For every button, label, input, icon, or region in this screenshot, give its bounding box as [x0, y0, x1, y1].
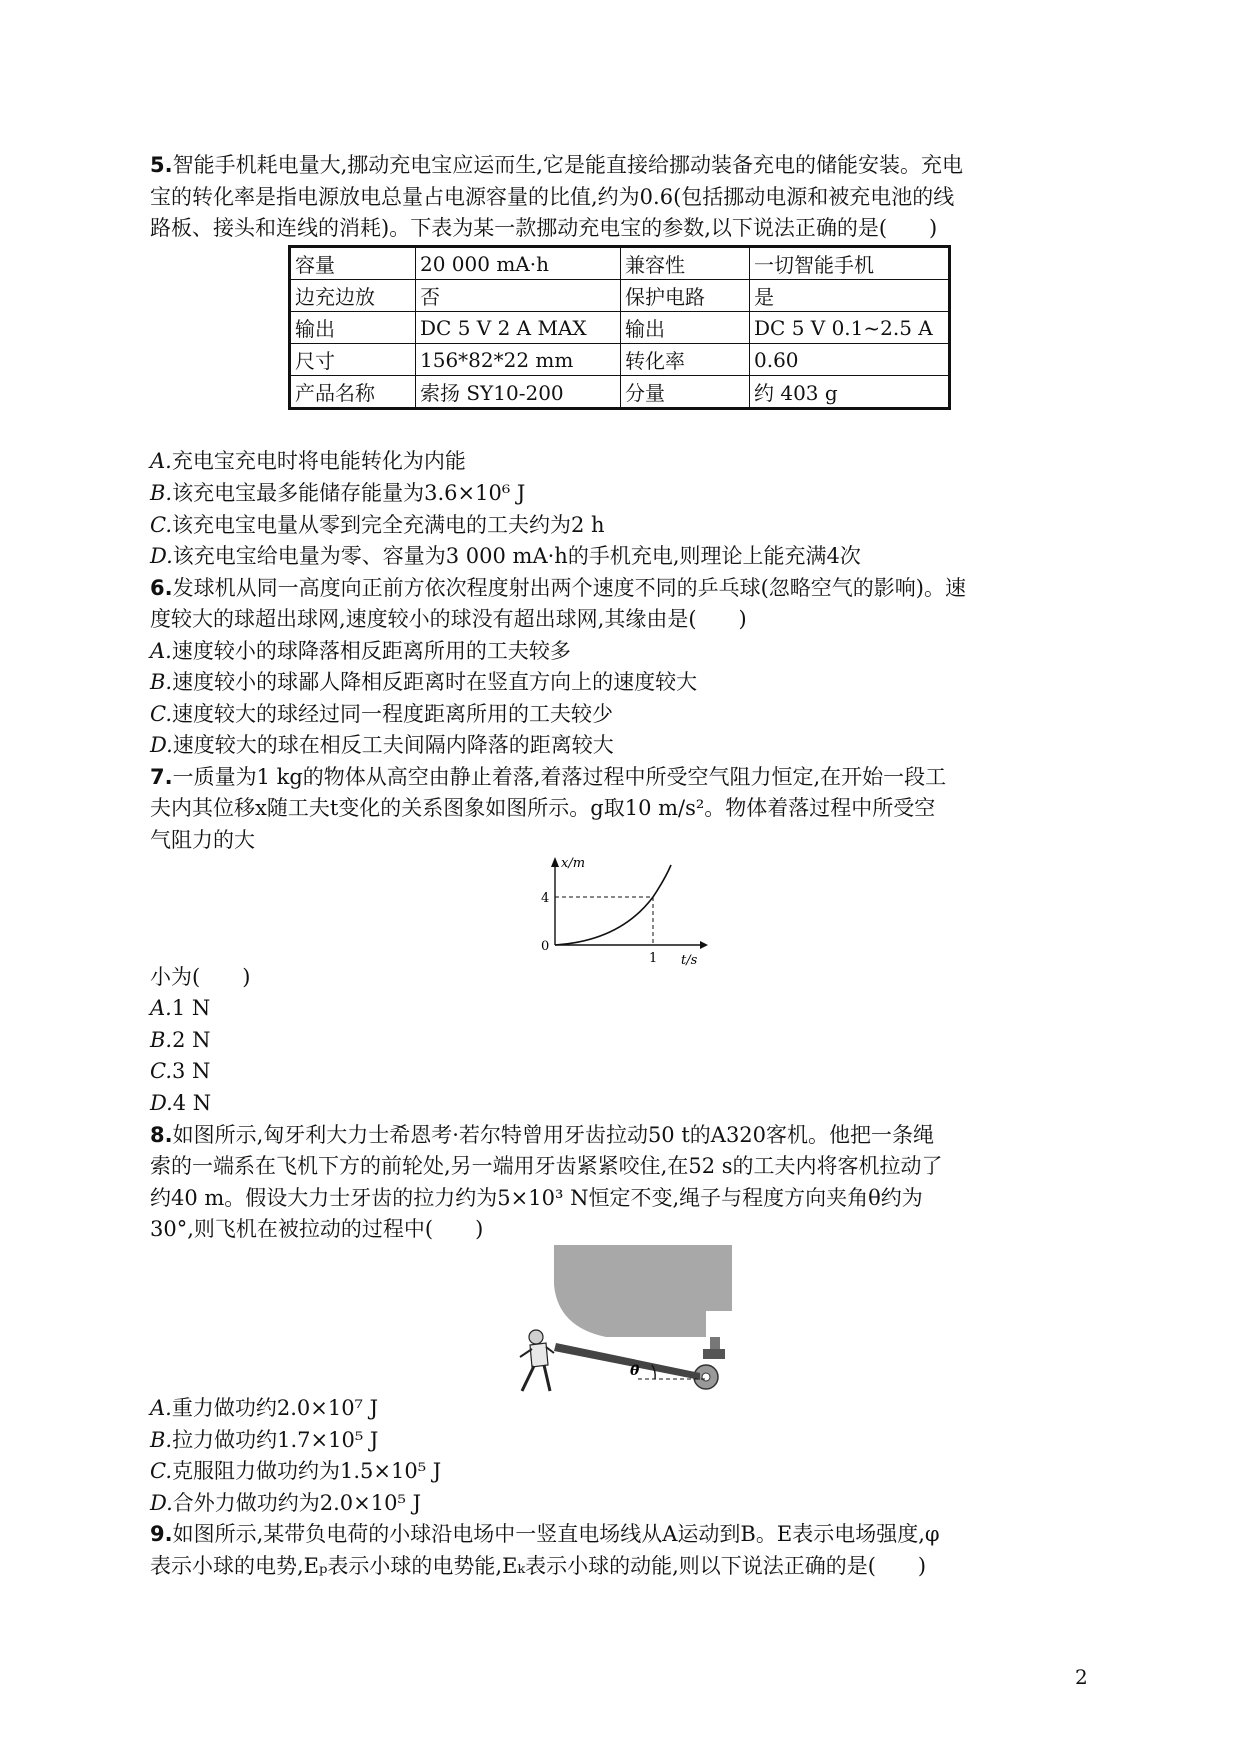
q5-option-c: C.该充电宝电量从零到完全充满电的工夫约为2 h — [150, 513, 605, 537]
q9-number: 9. — [150, 1522, 173, 1546]
q8-option-c: C.克服阻力做功约为1.5×10⁵ J — [150, 1459, 442, 1483]
airplane-fuselage — [554, 1245, 732, 1337]
displacement-curve — [555, 865, 671, 945]
q8-line-3: 约40 m。假设大力士牙齿的拉力约为5×10³ N恒定不变,绳子与程度方向夹角θ约为 — [150, 1186, 923, 1210]
q5-option-a: A.充电宝充电时将电能转化为内能 — [150, 449, 466, 473]
q8-line-2: 索的一端系在飞机下方的前轮处,另一端用牙齿紧紧咬住,在52 s的工夫内将客机拉动了 — [150, 1154, 943, 1178]
q5-line-3: 路板、接头和连线的消耗)。下表为某一款挪动充电宝的参数,以下说法正确的是( ) — [150, 216, 938, 240]
q7-line-3: 气阻力的大 — [150, 828, 255, 852]
airplane-pull-figure — [510, 1245, 735, 1395]
table-cell: 容量 — [290, 247, 416, 280]
q8-option-d: D.合外力做功约为2.0×10⁵ J — [150, 1491, 421, 1515]
wheel-hub — [702, 1373, 710, 1381]
q6-line-2: 度较大的球超出球网,速度较小的球没有超出球网,其缘由是( ) — [150, 607, 747, 631]
strongman-head — [529, 1330, 543, 1344]
table-row — [290, 247, 950, 280]
theta-label: θ — [630, 1363, 640, 1379]
q7-stem-end: 小为( ) — [150, 965, 251, 989]
table-cell: 分量 — [621, 376, 750, 409]
strongman-legs — [522, 1365, 550, 1391]
table-cell: 产品名称 — [290, 376, 416, 409]
tow-rope — [554, 1343, 700, 1380]
q6-option-c: C.速度较大的球经过同一程度距离所用的工夫较少 — [150, 702, 613, 726]
table-cell: DC 5 V 0.1~2.5 A — [750, 312, 950, 344]
x-t-graph — [525, 853, 710, 968]
x-axis-arrow — [700, 941, 708, 949]
origin-label: 0 — [541, 939, 550, 954]
table-cell: 转化率 — [621, 344, 750, 376]
q7-option-d: D.4 N — [150, 1091, 212, 1115]
table-cell: 输出 — [621, 312, 750, 344]
q6-option-d: D.速度较大的球在相反工夫间隔内降落的距离较大 — [150, 733, 614, 757]
table-cell: 兼容性 — [621, 247, 750, 280]
q6-option-b: B.速度较小的球鄙人降相反距离时在竖直方向上的速度较大 — [150, 670, 698, 694]
table-cell: 是 — [750, 280, 950, 312]
q8-option-a: A.重力做功约2.0×10⁷ J — [150, 1396, 379, 1420]
y-axis-arrow — [551, 857, 559, 867]
table-row — [290, 312, 950, 344]
table-cell: 0.60 — [750, 344, 950, 376]
q8-line-4: 30°,则飞机在被拉动的过程中( ) — [150, 1217, 484, 1241]
strongman-torso — [530, 1343, 548, 1367]
q7-line-1: 7.一质量为1 kg的物体从高空由静止着落,着落过程中所受空气阻力恒定,在开始一段工 — [150, 765, 947, 789]
q7-option-a: A.1 N — [150, 996, 211, 1020]
table-row — [290, 376, 950, 409]
table-cell: DC 5 V 2 A MAX — [416, 312, 621, 344]
q7-line-2: 夫内其位移x随工夫t变化的关系图象如图所示。g取10 m/s²。物体着落过程中所受空 — [150, 796, 936, 820]
q7-option-b: B.2 N — [150, 1028, 211, 1052]
table-cell: 约 403 g — [750, 376, 950, 409]
table-cell: 否 — [416, 280, 621, 312]
table-cell: 20 000 mA·h — [416, 247, 621, 280]
q9-line-1: 9.如图所示,某带负电荷的小球沿电场中一竖直电场线从A运动到B。E表示电场强度,φ — [150, 1522, 940, 1546]
table-cell: 保护电路 — [621, 280, 750, 312]
table-row — [290, 344, 950, 376]
x-tick-label: 1 — [649, 951, 658, 966]
landing-gear-joint — [703, 1349, 725, 1359]
table-cell: 输出 — [290, 312, 416, 344]
y-axis-label: x/m — [561, 856, 586, 871]
q8-number: 8. — [150, 1123, 173, 1147]
x-axis-label: t/s — [681, 953, 698, 968]
table-cell: 索扬 SY10-200 — [416, 376, 621, 409]
spec-table — [288, 245, 951, 410]
q5-option-b: B.该充电宝最多能储存能量为3.6×10⁶ J — [150, 481, 526, 505]
y-tick-label: 4 — [541, 891, 550, 906]
q6-option-a: A.速度较小的球降落相反距离所用的工夫较多 — [150, 639, 571, 663]
q5-line-2: 宝的转化率是指电源放电总量占电源容量的比值,约为0.6(包括挪动电源和被充电池的线 — [150, 185, 955, 209]
table-cell: 边充边放 — [290, 280, 416, 312]
q7-number: 7. — [150, 765, 173, 789]
q8-option-b: B.拉力做功约1.7×10⁵ J — [150, 1428, 379, 1452]
q7-option-c: C.3 N — [150, 1059, 211, 1083]
q6-line-1: 6.发球机从同一高度向正前方依次程度射出两个速度不同的乒乓球(忽略空气的影响)。速 — [150, 576, 966, 600]
table-cell: 一切智能手机 — [750, 247, 950, 280]
q5-line-1: 5.智能手机耗电量大,挪动充电宝应运而生,它是能直接给挪动装备充电的储能安装。充电 — [150, 153, 963, 177]
table-cell: 156*82*22 mm — [416, 344, 621, 376]
q5-option-d: D.该充电宝给电量为零、容量为3 000 mA·h的手机充电,则理论上能充满4次 — [150, 544, 861, 568]
q5-number: 5. — [150, 153, 173, 177]
table-cell: 尺寸 — [290, 344, 416, 376]
q8-line-1: 8.如图所示,匈牙利大力士希恩考·若尔特曾用牙齿拉动50 t的A320客机。他把一条绳 — [150, 1123, 935, 1147]
q9-line-2: 表示小球的电势,Eₚ表示小球的电势能,Eₖ表示小球的动能,则以下说法正确的是( ) — [150, 1554, 927, 1578]
page-number: 2 — [1075, 1665, 1088, 1689]
q6-number: 6. — [150, 576, 173, 600]
table-row — [290, 280, 950, 312]
